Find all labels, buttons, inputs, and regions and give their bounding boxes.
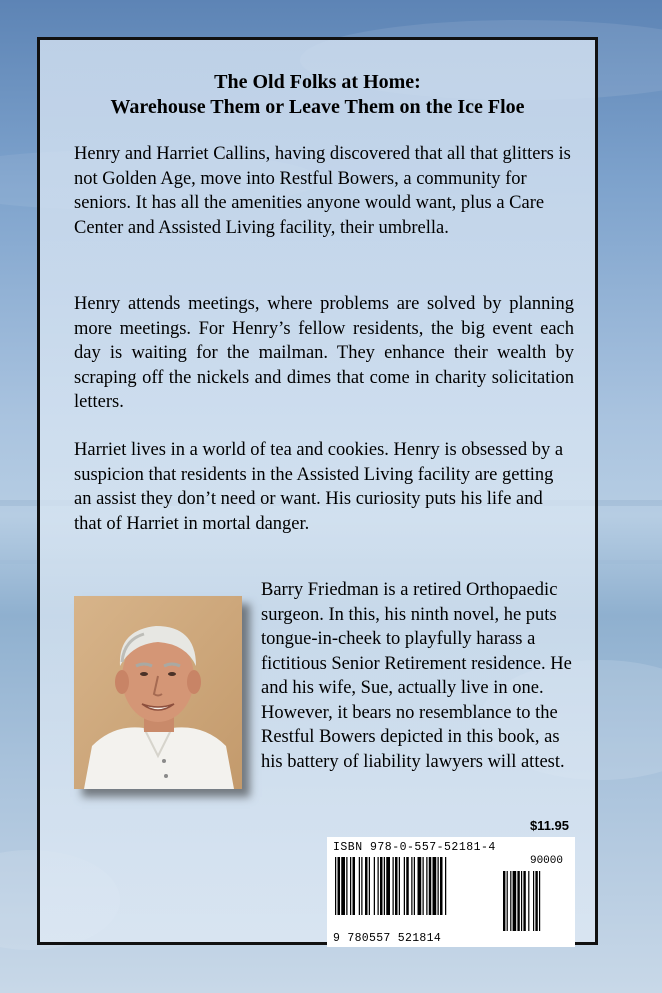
title-line-1: The Old Folks at Home: [214,71,421,93]
addon-bar [513,871,517,931]
ean-barcode [333,857,569,933]
addon-bar [503,871,505,931]
synopsis-paragraph-3: Harriet lives in a world of tea and cookies. Henry is obsessed by a suspicion that residents in the Assisted Living facility are getting an assist they don’t need or want. His curiosity puts his life and that of Harriet in mortal danger. [74,440,564,534]
title-line-2: Warehouse Them or Leave Them on the Ice Floe [110,96,525,118]
synopsis-paragraph-2: Henry attends meetings, where problems are solved by planning more meetings. For Henry’s fellow residents, the big event each day is waiting for the mailman. They enhance their wealth by scraping off the nickels and dimes that come in charity solicitation letters. [74,294,574,412]
addon-bar [523,871,525,931]
book-title [40,70,595,120]
addon-bar [517,871,519,931]
addon-bar [521,871,522,931]
synopsis-paragraph-1: Henry and Harriet Callins, having discovered that all that glitters is not Golden Age, move into Restful Bowers, a community for seniors. It has all the amenities anyone would want, plus a Care Center and Assisted Living facility, their umbrella. [74,144,571,238]
author-photo [74,596,242,789]
addon-bar [539,871,540,931]
addon-bar [535,871,537,931]
addon-bar [528,871,529,931]
barcode-block [327,837,575,947]
price-label: $11.95 [529,818,569,833]
addon-number: 90000 [529,855,563,867]
addon-bar [507,871,508,931]
author-bio: Barry Friedman is a retired Orthopaedic surgeon. In this, his ninth novel, he puts tongue-in-cheek to playfully harass a fictitious Senior Retirement residence. He and his wife, Sue, actually live in one. However, it bears no resemblance to the Restful Bowers depicted in this book, as his battery of liability lawyers will attest. [261,580,572,772]
addon-bar [533,871,534,931]
ean-digits: 9 780557 521814 [333,932,442,945]
isbn-label: ISBN 978-0-557-52181-4 [333,841,496,854]
addon-bar [510,871,511,931]
back-cover-panel [37,37,598,945]
